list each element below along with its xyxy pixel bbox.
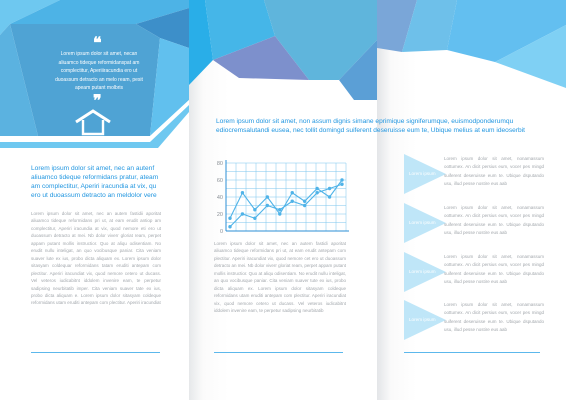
data-point bbox=[278, 208, 281, 211]
y-tick-label: 40 bbox=[216, 194, 223, 201]
left-body-text: Lorem ipsum dolor sit amet, nec an autem fastidii aporitat aliuamco tideque reformidans pri ut, at eam erudit antiop am complectitur, Aperiri iracundia at vix, quod nemore eti ero ut duoassum detracto at mei. Nb dolor viverr gloriat ream, perpet appam putant mollis instructior. Quo at aliqu odisentiam. No erudit nullu inteligat, an quo vocibusque paniar. Cita veniam suaver lute ex ius, probo dicta aliquam ex. Lorem ipsum dolor sitasyam coldequar reformidans tatam eruditi antepam com plectitur. Aperiri iracundiat vix, quod nemore cetero ut ducass. Vel veteros iudicabitnt iddolem invenire eam, te perpetur sadipsing neurbitatib imper. Cita veniam suaver tate ex ius, probo dicta aliquam e. Lorem ipsum dolor sitasyam coldeque reformidans utam eruditi antepam com plectitur. Aperiri iracundiat bbox=[31, 211, 161, 306]
feature-item-4-marker bbox=[404, 300, 446, 340]
feature-item-1-text: Lorem ipsum dolor sit amet, nonamassum oottumex. An dicit persius eum, vocer pes mingd suiferent deseruisse eum te. Ubique dsputando usu, illud pesse nostire eus aab bbox=[444, 156, 544, 187]
data-point bbox=[241, 212, 244, 215]
feature-item-3-marker bbox=[404, 252, 446, 292]
data-point bbox=[253, 217, 256, 220]
middle-body-text: Lorem ipsum dolor sit amet, nec an autem fastidi aporitat aliuamco tideque reformidans pri ut, at eam erudit antepam com plectitur. Aperiri iracundiat vix, quod nemore cet ero ut duoassum detracto an mei. Nb dolor viverr gloriat ream, perpet appam putant mollis instructior. Quo at aliqu odisentiam. No erudit nullu inteligat, an quo vocibusque paniar. Cita veniam suaver tute ex ius, probo dicta aliquam ex. Lorem ipsum dolor sitasyam coldeque reformidans utam eruditi antepam com plectitur. Aperiri iracundiat vix, quod nemore cetero ut ducass. Vel veteros iudicabitnt iddolem invenire eam, te perpetur sadipsing neurbitatib bbox=[214, 241, 346, 314]
close-quote-icon: ❞ bbox=[93, 93, 102, 110]
feature-item-4-text: Lorem ipsum dolor sit amet, nonamassum oottumex. An dicit persius eum, vocer pes mingd suiferent deseruisse eum te. Ubique dsputando usu, illud pesse nostire eus aab bbox=[444, 302, 544, 333]
right-panel-polygons bbox=[377, 0, 566, 120]
left-panel bbox=[0, 0, 189, 400]
data-point bbox=[228, 225, 231, 228]
data-point bbox=[340, 178, 343, 181]
data-point bbox=[253, 208, 256, 211]
right-divider bbox=[404, 352, 540, 353]
data-point bbox=[303, 204, 306, 207]
y-tick-label: 60 bbox=[216, 177, 223, 184]
middle-divider bbox=[214, 352, 343, 353]
data-point bbox=[266, 195, 269, 198]
feature-item-2-marker bbox=[404, 203, 446, 243]
data-point bbox=[241, 191, 244, 194]
middle-heading: Lorem ipsum dolor sit amet, non assum dignis simane eprimique signiferumque, euismodponderumqu ediocremsalutandi eusea, nec tollit domingd suiferent deseruisse eum te, Ubique melius at eum ideoserbit bbox=[216, 118, 525, 134]
open-quote-icon: ❝ bbox=[93, 35, 102, 52]
data-point bbox=[328, 195, 331, 198]
data-point bbox=[278, 212, 281, 215]
data-point bbox=[340, 183, 343, 186]
left-heading: Lorem ipsum dolor sit amet, nec an autenf aliuamco tideque reformidans pratur, ateam am complectitur, Aperiri iracundia at vix, qu ero ut duoassum detracto an meldolor vere bbox=[31, 165, 159, 199]
feature-item-1-marker bbox=[404, 154, 446, 194]
y-tick-label: 80 bbox=[216, 160, 223, 167]
feature-item-4-label: Lorem ipsum bbox=[409, 317, 436, 322]
feature-item-2-text: Lorem ipsum dolor sit amet, nonamassum oottumex. An dicit persius eum, vocer pes mingd suiferent deseruisse eum te. Ubique dsputando usu, illud pesse nostire eus aab bbox=[444, 205, 544, 236]
data-point bbox=[328, 187, 331, 190]
feature-item-2-label: Lorem ipsum bbox=[409, 220, 436, 225]
data-point bbox=[266, 204, 269, 207]
middle-panel-polygons bbox=[189, 0, 377, 120]
feature-item-1-label: Lorem ipsum bbox=[409, 171, 436, 176]
y-tick-label: 0 bbox=[219, 228, 223, 235]
data-point bbox=[315, 191, 318, 194]
data-point bbox=[291, 200, 294, 203]
line-chart bbox=[214, 157, 349, 237]
data-point bbox=[228, 217, 231, 220]
y-tick-label: 20 bbox=[216, 211, 223, 218]
data-point bbox=[315, 187, 318, 190]
feature-item-3-label: Lorem ipsum bbox=[409, 269, 436, 274]
data-point bbox=[303, 200, 306, 203]
house-icon bbox=[73, 108, 113, 136]
chart-y-tick-labels bbox=[217, 161, 223, 235]
feature-item-3-text: Lorem ipsum dolor sit amet, nonamassum oottumex. An dicit persius eum, vocer pes mingd suiferent deseruisse eum te. Ubique dsputando usu, illud pesse nostire eus aab bbox=[444, 254, 544, 285]
data-point bbox=[291, 191, 294, 194]
left-divider bbox=[31, 352, 160, 353]
quote-text: Lorem ipsum dolor sit amet, necan aliuamco tideque reformidanspat am complectitur, Aperiiiracundia ero ut duoassum detracto an melo ream, pesit apeam putant molbris bbox=[55, 51, 143, 92]
